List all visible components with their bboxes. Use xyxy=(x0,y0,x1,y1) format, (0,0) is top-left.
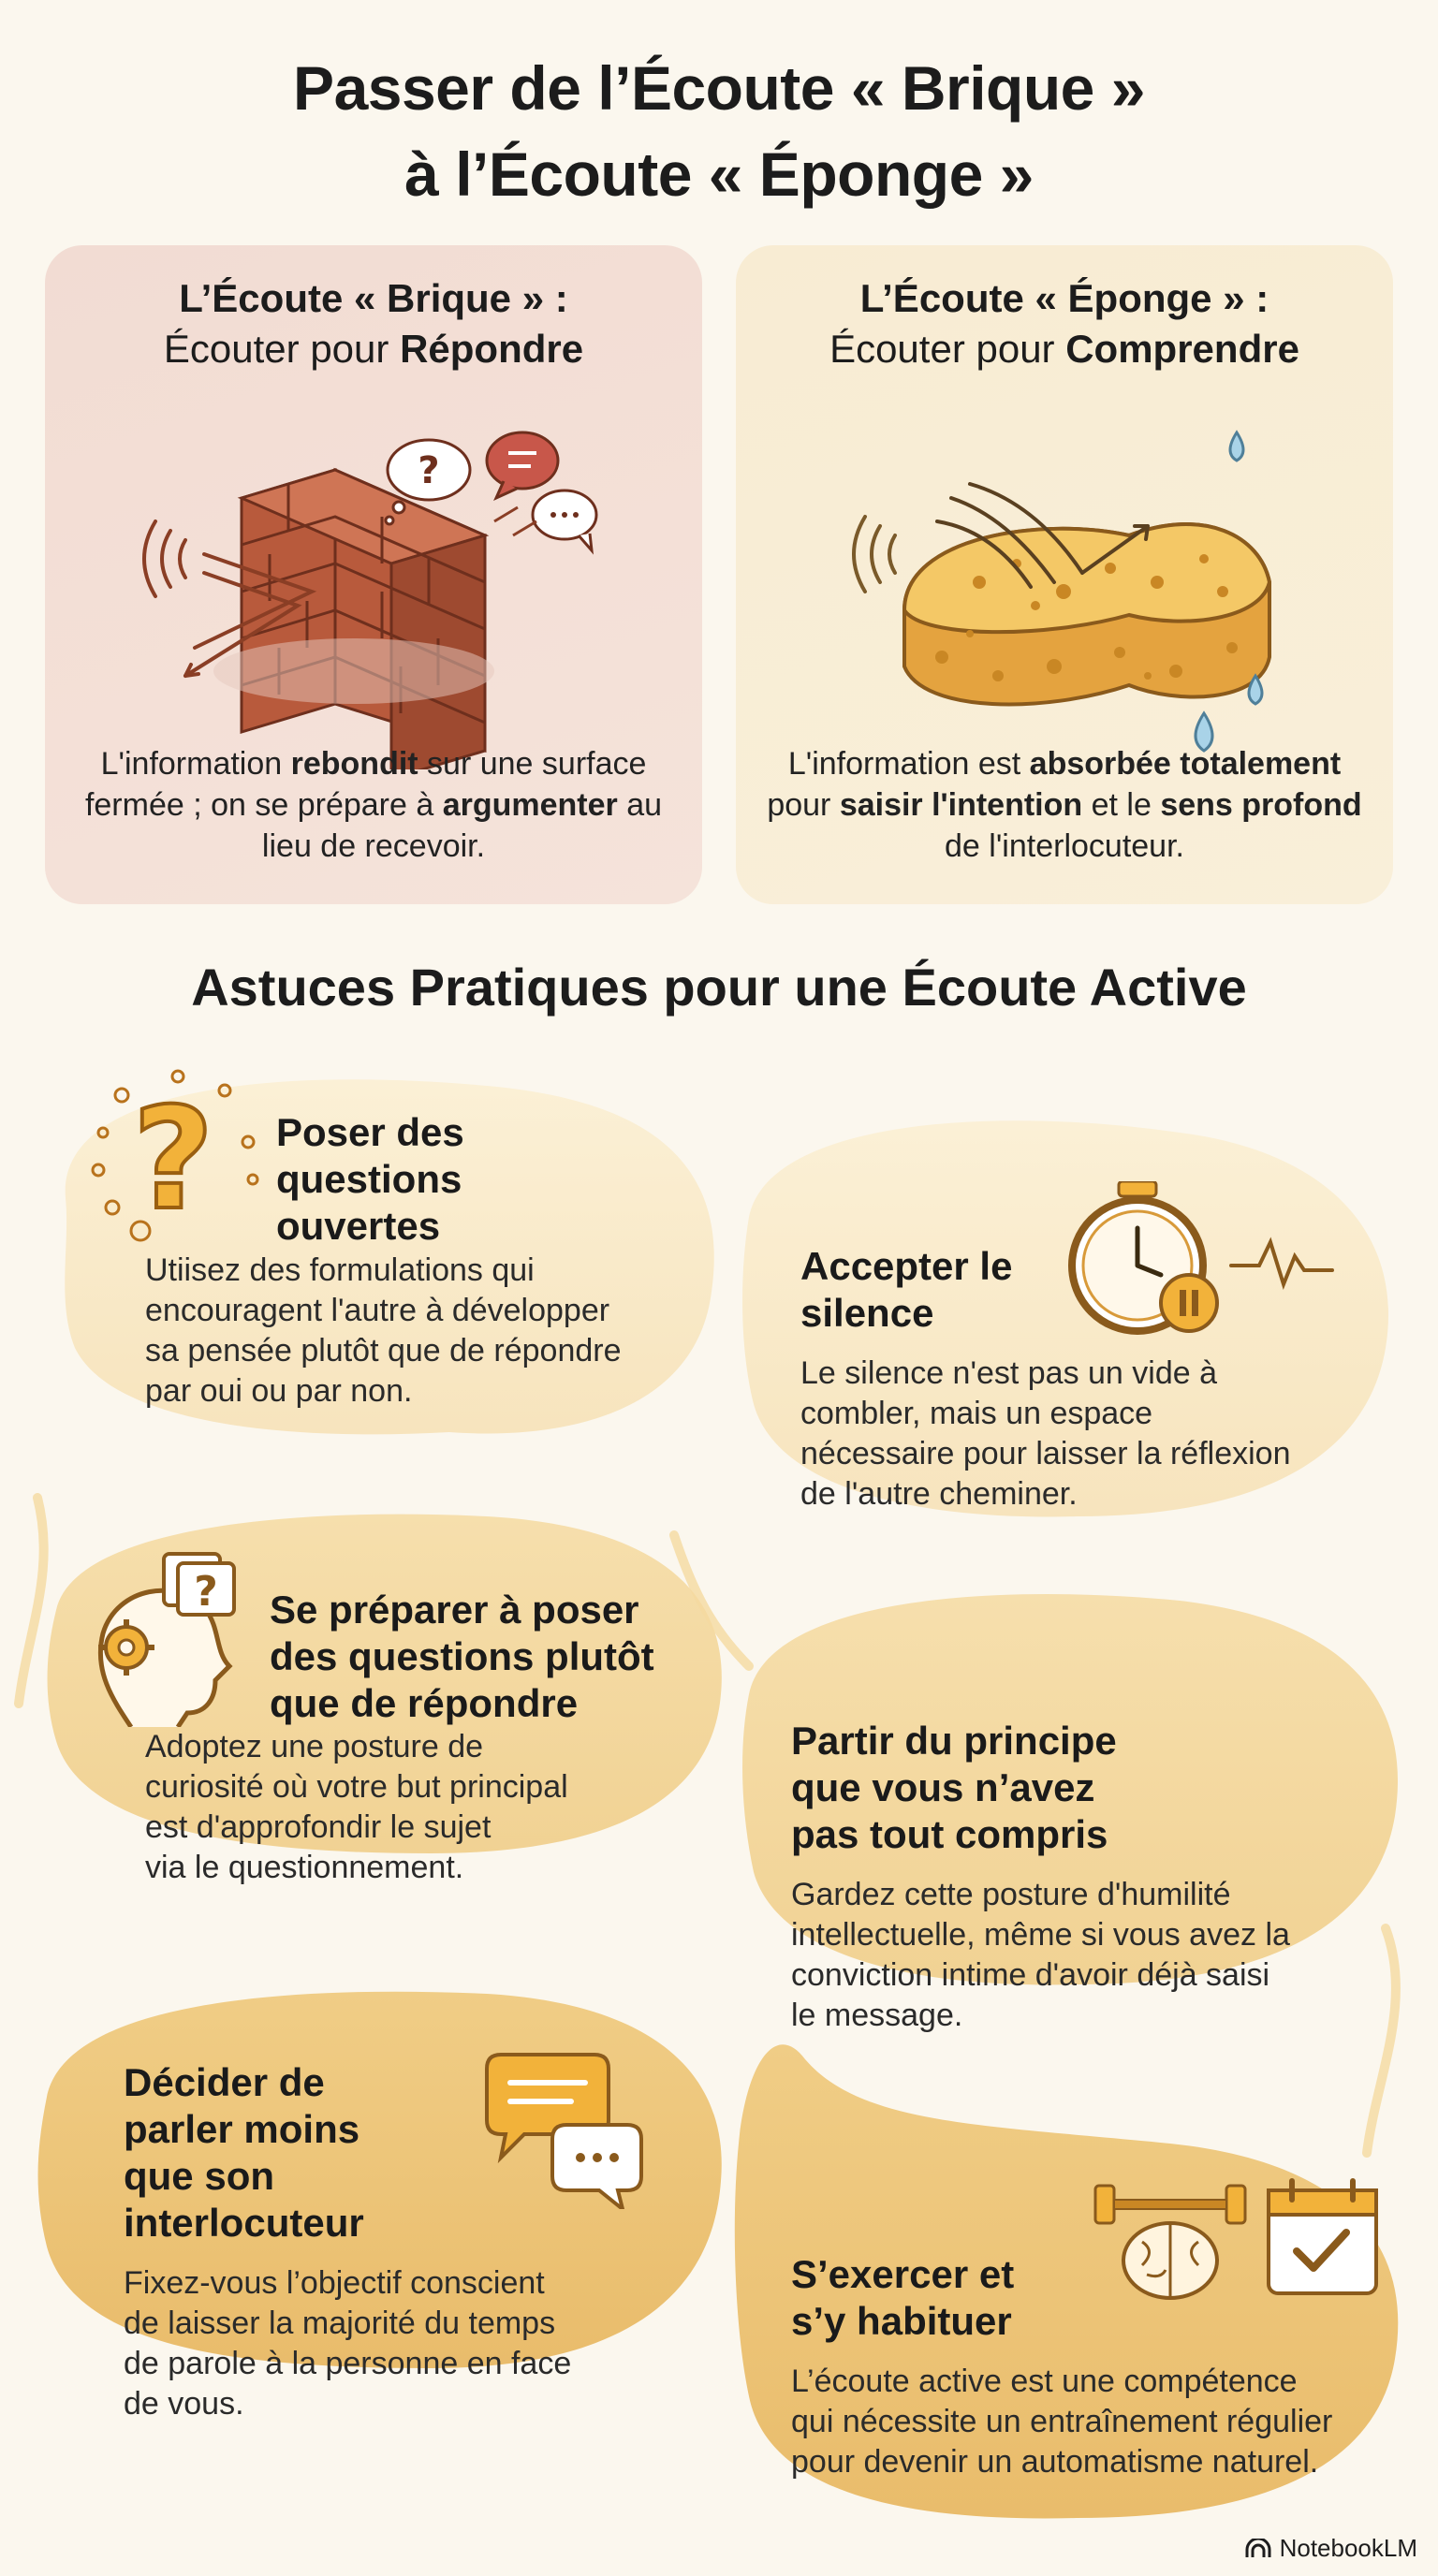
brick-wall-icon xyxy=(45,395,702,769)
sponge-heading-bold: Comprendre xyxy=(1065,327,1299,371)
tip-parler-moins xyxy=(124,2059,571,2424)
description-text: au lieu de recevoir. xyxy=(261,787,663,864)
tip-text-line: encouragent l'autre à développer xyxy=(145,1293,610,1328)
tip-questions-ouvertes-text xyxy=(145,1234,622,1412)
brick-card-heading-line-1: L’Écoute « Brique » : xyxy=(179,276,568,320)
head-gear-question-icon xyxy=(75,1549,262,1727)
tip-text-line: le message. xyxy=(791,1998,963,2033)
tip-text-line: qui nécessite un entraînement régulier xyxy=(791,2404,1333,2439)
tip-accepter-silence xyxy=(800,1243,1290,1515)
tip-title-line: ouvertes xyxy=(276,1204,441,1248)
tip-title-line: pas tout compris xyxy=(791,1812,1108,1856)
description-text: L'information est xyxy=(787,746,1030,782)
tip-text-line: combler, mais un espace xyxy=(800,1396,1153,1431)
tip-text-line: conviction intime d'avoir déjà saisi xyxy=(791,1957,1270,1993)
tip-text-line: sa pensée plutôt que de répondre xyxy=(145,1333,622,1368)
description-emphasis: argumenter xyxy=(442,787,618,823)
tip-text-line: est d'approfondir le sujet xyxy=(145,1809,492,1845)
tip-text-line: via le questionnement. xyxy=(145,1850,464,1885)
tip-title-line: Décider de xyxy=(124,2060,325,2104)
tip-text-line: intellectuelle, même si vous avez la xyxy=(791,1917,1290,1953)
tip-text-line: Utiisez des formulations qui xyxy=(145,1252,535,1288)
tip-se-preparer-text xyxy=(145,1727,568,1888)
description-emphasis: sens profond xyxy=(1160,787,1362,823)
footer-brand-text: NotebookLM xyxy=(1279,2534,1417,2562)
description-text: de l'interlocuteur. xyxy=(945,828,1184,864)
sponge-listening-card xyxy=(736,245,1393,904)
tip-title-line: Partir du principe xyxy=(791,1719,1117,1763)
tip-title-line: que de répondre xyxy=(270,1681,579,1725)
tip-questions-ouvertes-title xyxy=(276,1109,464,1250)
tip-text-line: Le silence n'est pas un vide à xyxy=(800,1355,1218,1391)
tip-text-line: de parole à la personne en face xyxy=(124,2346,572,2381)
tip-title-line: que son xyxy=(124,2154,275,2198)
tip-text-line: Fixez-vous l’objectif conscient xyxy=(124,2265,545,2301)
brick-card-heading xyxy=(45,273,702,374)
brick-card-heading-line-2 xyxy=(45,324,702,374)
sponge-card-heading-line-1: L’Écoute « Éponge » : xyxy=(859,276,1269,320)
tip-title-line: Poser des xyxy=(276,1110,464,1154)
description-emphasis: rebondit xyxy=(290,746,418,782)
tip-title-line: des questions plutôt xyxy=(270,1634,654,1678)
tip-title-line: silence xyxy=(800,1291,934,1335)
tip-title-line: Accepter le xyxy=(800,1244,1013,1288)
footer-brand xyxy=(1244,2534,1417,2563)
tip-text-line: nécessaire pour laisser la réflexion xyxy=(800,1436,1291,1471)
tip-title-line: parler moins xyxy=(124,2107,360,2151)
description-emphasis: saisir l'intention xyxy=(839,787,1083,823)
tip-text-line: L’écoute active est une compétence xyxy=(791,2364,1298,2399)
page-title-line-2: à l’Écoute « Éponge » xyxy=(404,139,1034,209)
tip-title-line: questions xyxy=(276,1157,462,1201)
section-title: Astuces Pratiques pour une Écoute Active xyxy=(191,958,1247,1017)
brick-listening-card xyxy=(45,245,702,904)
brick-heading-plain: Écouter pour xyxy=(163,327,401,371)
svg-text:?: ? xyxy=(418,449,440,492)
tip-text-line: de laisser la majorité du temps xyxy=(124,2305,556,2341)
page-title-line-1: Passer de l’Écoute « Brique » xyxy=(293,53,1145,123)
tip-text-line: par oui ou par non. xyxy=(145,1373,413,1409)
tip-text-line: de l'autre cheminer. xyxy=(800,1476,1078,1512)
description-text: L'information xyxy=(100,746,291,782)
sponge-icon xyxy=(736,395,1393,769)
tip-pas-tout-compris xyxy=(791,1718,1290,2036)
notebooklm-logo-icon xyxy=(1244,2539,1272,2559)
tip-title-line: que vous n’avez xyxy=(791,1765,1095,1809)
tip-title-line: s’y habituer xyxy=(791,2299,1012,2343)
description-text: pour xyxy=(767,787,840,823)
brick-heading-bold: Répondre xyxy=(400,327,584,371)
tip-title-line: S’exercer et xyxy=(791,2252,1015,2296)
tip-text-line: curiosité où votre but principal xyxy=(145,1769,568,1805)
tip-se-preparer-title xyxy=(270,1587,654,1727)
tip-text-line: pour devenir un automatisme naturel. xyxy=(791,2444,1319,2480)
sponge-card-heading-line-2 xyxy=(736,324,1393,374)
page-title xyxy=(0,45,1438,217)
sponge-heading-plain: Écouter pour xyxy=(829,327,1066,371)
tip-title-line: interlocuteur xyxy=(124,2201,364,2245)
sponge-card-heading xyxy=(736,273,1393,374)
question-mark-icon xyxy=(84,1067,271,1245)
tip-sexercer xyxy=(791,2251,1332,2482)
tip-title-line: Se préparer à poser xyxy=(270,1588,639,1632)
tip-text-line: Adoptez une posture de xyxy=(145,1729,484,1764)
description-emphasis: absorbée totalement xyxy=(1029,746,1342,782)
svg-text:?: ? xyxy=(194,1568,218,1616)
description-text: et le xyxy=(1082,787,1161,823)
brick-card-description xyxy=(73,743,674,867)
sponge-card-description xyxy=(764,743,1365,867)
tip-text-line: Gardez cette posture d'humilité xyxy=(791,1877,1231,1912)
description-text: sur une surface fermée ; on se prépare à xyxy=(84,746,647,823)
tip-text-line: de vous. xyxy=(124,2386,244,2422)
svg-text:?: ? xyxy=(132,1078,214,1241)
